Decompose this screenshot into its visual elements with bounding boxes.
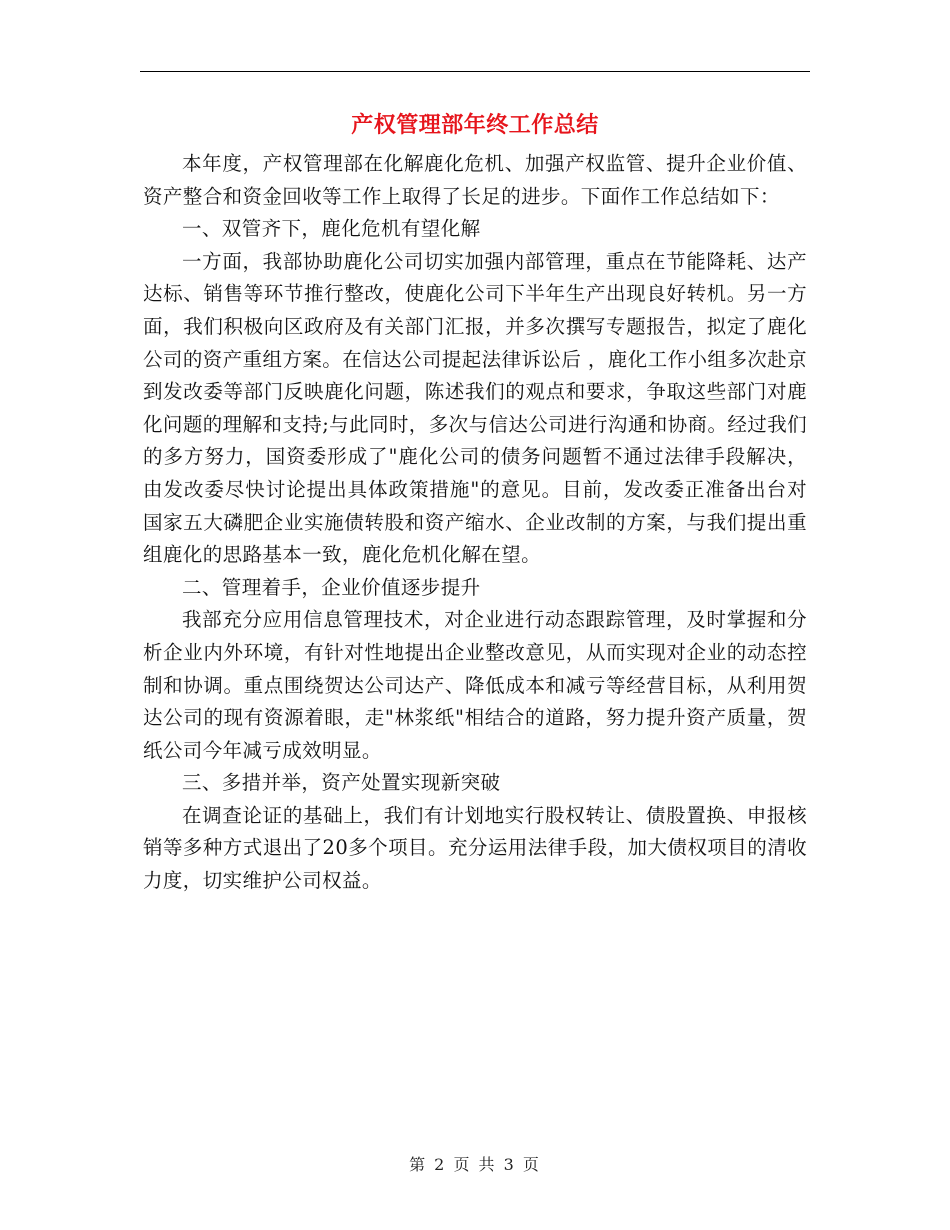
section-paragraph-1: 一方面，我部协助鹿化公司切实加强内部管理，重点在节能降耗、达产达标、销售等环节推行整改，使鹿化公司下半年生产出现良好转机。另一方面，我们积极向区政府及有关部门汇报，并多次撰写专题报告，拟定了鹿化公司的资产重组方案。在信达公司提起法律诉讼后 ，鹿化工作小组多次赴京到发改委等部门反映鹿化问题，陈述我们的观点和要求，争取这些部门对鹿化问题的理解和支持;与此同时，多次与信达公司进行沟通和协商。经过我们的多方努力，国资委形成了"鹿化公司的债务问题暂不通过法律手段解决，由发改委尽快讨论提出具体政策措施"的意见。目前，发改委正准备出台对国家五大磷肥企业实施债转股和资产缩水、企业改制的方案，与我们提出重组鹿化的思路基本一致，鹿化危机化解在望。 bbox=[143, 249, 807, 567]
section-heading-2: 二、管理着手，企业价值逐步提升 bbox=[182, 575, 481, 599]
section-heading-1: 一、双管齐下，鹿化危机有望化解 bbox=[182, 217, 481, 241]
header-rule bbox=[140, 71, 810, 72]
section-heading-3: 三、多措并举，资产处置实现新突破 bbox=[182, 771, 501, 795]
document-title: 产权管理部年终工作总结 bbox=[351, 113, 599, 138]
section-paragraph-3: 在调查论证的基础上，我们有计划地实行股权转让、债股置换、申报核销等多种方式退出了20多个项目。充分运用法律手段，加大债权项目的清收力度，切实维护公司权益。 bbox=[143, 803, 807, 893]
intro-paragraph: 本年度，产权管理部在化解鹿化危机、加强产权监管、提升企业价值、资产整合和资金回收等工作上取得了长足的进步。下面作工作总结如下： bbox=[143, 152, 807, 208]
page-footer: 第 2 页 共 3 页 bbox=[409, 1155, 541, 1174]
document-body bbox=[143, 148, 807, 898]
section-paragraph-2: 我部充分应用信息管理技术，对企业进行动态跟踪管理，及时掌握和分析企业内外环境，有针对性地提出企业整改意见，从而实现对企业的动态控制和协调。重点围绕贺达公司达产、降低成本和减亏等经营目标，从利用贺达公司的现有资源着眼，走"林浆纸"相结合的道路，努力提升资产质量，贺纸公司今年减亏成效明显。 bbox=[143, 608, 807, 762]
